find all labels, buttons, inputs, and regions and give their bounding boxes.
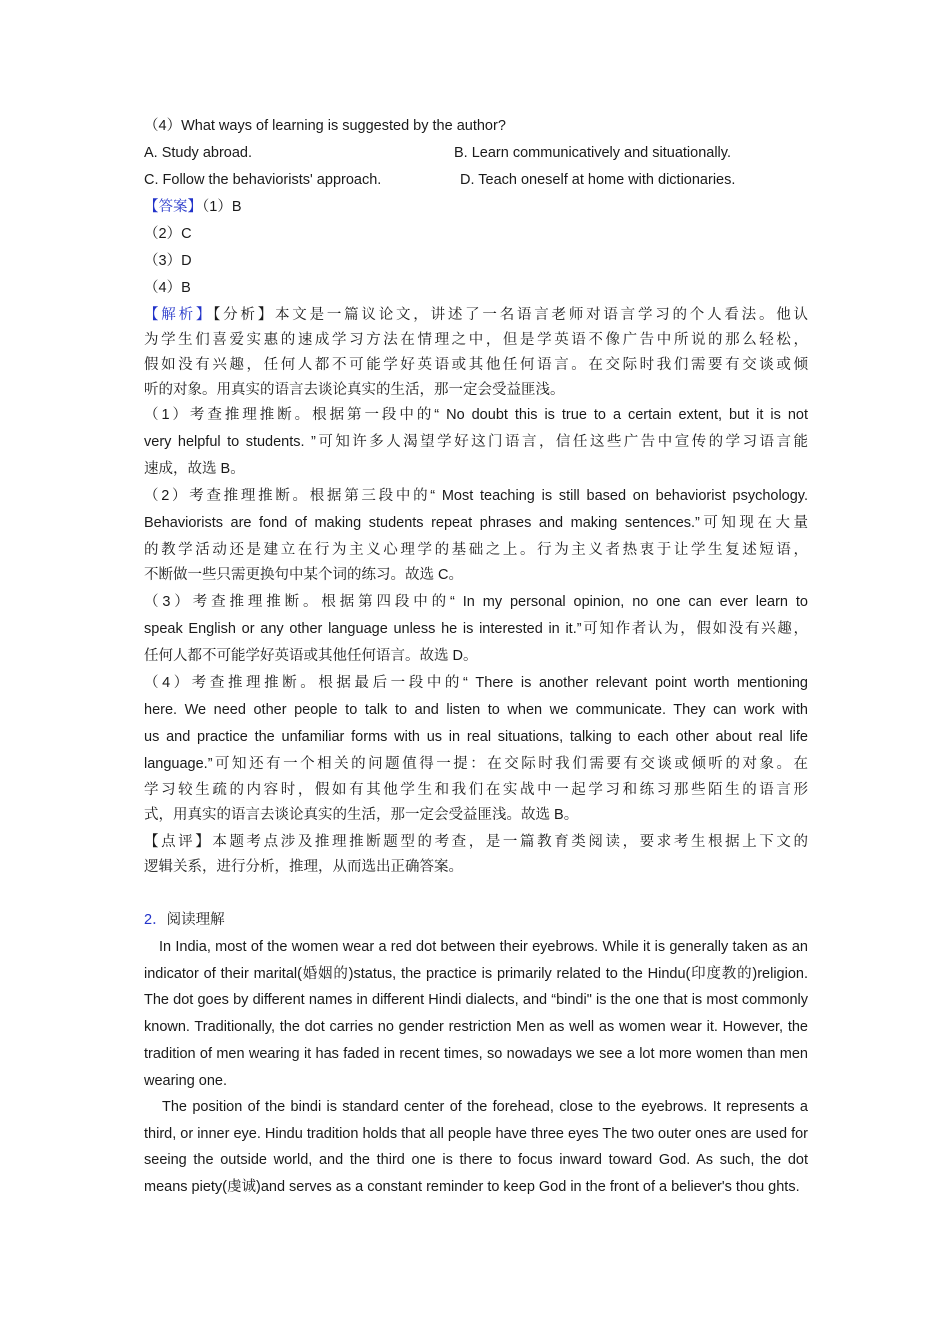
analysis-text: speak English or any other language unless he is interested in it.”可知作者认为，假如没有兴趣， [144,621,808,637]
answer-1: （1）B [202,199,242,215]
analysis-text: us and practice the unfamiliar forms with us in real situations, talking to each other about real life [144,729,808,745]
answer-2: （2）C [144,226,192,242]
analysis-text: （4）考查推理推断。根据最后一段中的“ There is another relevant point worth mentioning [144,675,808,691]
analysis-text: 为学生们喜爱实惠的速成学习方法在情理之中，但是学英语不像广告中所说的那么轻松， [144,332,808,348]
analysis-text: （2）考查推理推断。根据第三段中的“ Most teaching is still based on behaviorist psychology. [144,488,808,504]
analysis-text: 式，用真实的语言去谈论真实的生活，那一定会受益匪浅。故选 B。 [144,807,579,823]
passage-paragraph-2: The position of the bindi is standard center of the forehead, close to the eyebrows. It represents a third, or inner eye. Hindu tradition holds that all people have three eyes The two outer ones are used for seeing the outside world, and the third one is there to focus inward toward God. As such, the dot means piety(虔诚)and serves as a constant reminder to keep God in the front of a believer's thou ghts. [144,1099,808,1196]
answer-tag: 【答案】 [144,199,202,215]
analysis-text: 假如没有兴趣，任何人都不可能学好英语或其他任何语言。在交际时我们需要有交谈或倾 [144,357,808,373]
analysis-text: language.”可知还有一个相关的问题值得一提：在交际时我们需要有交谈或倾听的对象。在 [144,756,808,772]
option-c: C. Follow the behaviorists' approach. [144,172,382,188]
analysis-text: Behaviorists are fond of making students repeat phrases and making sentences.”可知现在大量 [144,515,808,531]
section-number: 2． [144,912,167,928]
analysis-text: here. We need other people to talk to and listen to when we communicate. They can work with [144,702,808,718]
section-title: 阅读理解 [166,912,225,928]
analysis-text: （1）考查推理推断。根据第一段中的“ No doubt this is true to a certain extent, but it is not [144,407,808,423]
option-a: A. Study abroad. [144,145,253,161]
comment-text: 【点评】本题考点涉及推理推断题型的考查，是一篇教育类阅读，要求考生根据上下文的 [144,834,808,850]
analysis-text: 不断做一些只需更换句中某个词的练习。故选 C。 [144,567,463,583]
answer-line [144,197,242,217]
analysis-text: （3）考查推理推断。根据第四段中的“ In my personal opinion, no one can ever learn to [144,594,808,610]
analysis-line: 【解析】【分析】本文是一篇议论文，讲述了一名语言老师对语言学习的个人看法。他认 [144,307,809,323]
section-heading [144,910,225,930]
analysis-text: 任何人都不可能学好英语或其他任何语言。故选 D。 [144,648,478,664]
analysis-text: 的教学活动还是建立在行为主义心理学的基础之上。行为主义者热衷于让学生复述短语， [144,542,808,558]
analysis-text: 速成，故选 B。 [144,461,245,477]
comment-text: 逻辑关系，进行分析，推理，从而选出正确答案。 [144,859,463,875]
answer-3: （3）D [144,253,192,269]
option-b: B. Learn communicatively and situationally. [454,145,731,161]
passage-paragraph-1: In India, most of the women wear a red dot between their eyebrows. While it is generally taken as an indicator of their marital(婚姻的)status, the practice is primarily related to the Hindu(印度教的)religion. The dot goes by different names in different Hindi dialects, and “bindi" is the one that is most commonly known. Traditionally, the dot carries no gender restriction Men as well as women wear it. However, the tradition of men wearing it has faded in recent times, so nowadays we see a lot more women than men wearing one. [144,939,808,1089]
question-4: （4）What ways of learning is suggested by the author? [144,118,506,134]
analysis-text: very helpful to students. ”可知许多人渴望学好这门语言，信任这些广告中宣传的学习语言能 [144,434,808,450]
answer-4: （4）B [144,280,191,296]
analysis-text: 学习较生疏的内容时，假如有其他学生和我们在实战中一起学习和练习那些陌生的语言形 [144,782,808,798]
analysis-text: 听的对象。用真实的语言去谈论真实的生活，那一定会受益匪浅。 [144,382,565,398]
option-d: D. Teach oneself at home with dictionaries. [460,172,736,188]
analysis-tag: 【解析】 [144,307,214,323]
